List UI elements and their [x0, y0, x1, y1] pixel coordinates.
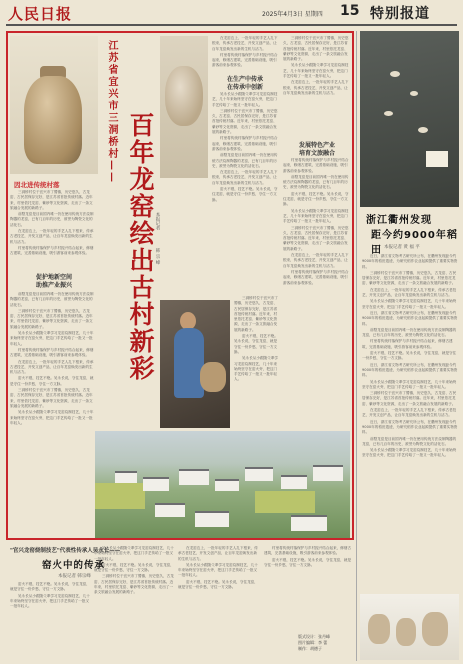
- workshop-photo: [160, 300, 230, 428]
- far-center-column-text-2: 村里将传统村落保护与乡村振兴结合起来，修缮古建筑，完善基础设施，吸引游客前来参观体验。 前墅龙窑是目前国内唯一仍在使用传统方法烧制陶器的龙窑，已有几百年的历史，被誉为陶瓷文化的活化石。 窑火不熄，技艺不绝。吴永长说，守住龙窑，就是守住一份乡愁，守住一方文脉。 吴永长从小跟随父辈学习龙窑烧制技艺，几十年来始终坚守在窑火旁，把这门手艺传给了一批又一批年轻人。 三洞桥村位于宜兴市丁蜀镇，历史悠久，古龙窑、古民居保存完好，是江苏省首批传统村落。近年来，村里依托龙窑、紫砂等文化资源，走出了一条文旅融合发展的新路子。 在龙窑边上，一批年轻的手艺人扎下根来，传承古老技艺，开发文创产品，让百年龙窑焕发出新的生机与活力。 村里将传统村落保护与乡村振兴结合起来，修缮古建筑，完善基础设施，吸引游客前来参观体验。: [283, 158, 349, 285]
- center-column-text-1: 在龙窑边上，一批年轻的手艺人扎下根来，传承古老技艺，开发文创产品，让百年龙窑焕发出新的生机与活力。 村里将传统村落保护与乡村振兴结合起来，修缮古建筑，完善基础设施，吸引游客前来参观体验。: [212, 36, 278, 68]
- subhead-center-2: 发展特色产业: [298, 142, 335, 149]
- masthead-rule: [6, 24, 457, 26]
- artifact-photo: [360, 594, 459, 660]
- page-credits: 版式设计：张丹峰 图片编辑：李 蕾 制作：胡德子: [298, 634, 330, 651]
- subhead-left-2: 促护地新空间: [35, 274, 72, 281]
- village-aerial-photo: [95, 431, 350, 538]
- subhead-left-2b: 助推产业振兴: [35, 282, 72, 289]
- photo-person-body: [174, 328, 204, 398]
- feature-byline-role: 本报记者: [155, 212, 160, 230]
- bottom-column-text-4: 村里将传统村落保护与乡村振兴结合起来，修缮古建筑，完善基础设施，吸引游客前来参观体验。 窑火不熄，技艺不绝。吴永长说，守住龙窑，就是守住一份乡愁，守住一方文脉。: [264, 546, 352, 567]
- right-byline: 本报记者 黄 福 平: [384, 245, 420, 250]
- feature-kicker: 江苏省宜兴市三洞桥村——: [106, 40, 117, 184]
- photo-label-tag: [426, 151, 448, 167]
- bottom-column-text-3: 在龙窑边上，一批年轻的手艺人扎下根来，传承古老技艺，开发文创产品，让百年龙窑焕发出新的生机与活力。 吴永长从小跟随父辈学习龙窑烧制技艺，几十年来始终坚守在窑火旁，把这门手艺传给了一批又一批年轻人。 窑火不熄，技艺不绝。吴永长说，守住龙窑，就是守住一份乡愁，守住一方文脉。: [178, 546, 258, 590]
- bottom-title: 窑火中的传承: [42, 560, 106, 571]
- center-column-text-2: 吴永长从小跟随父辈学习龙窑烧制技艺，几十年来始终坚守在窑火旁，把这门手艺传给了一批又一批年轻人。 三洞桥村位于宜兴市丁蜀镇，历史悠久，古龙窑、古民居保存完好，是江苏省首批传统村落。近年来，村里依托龙窑、紫砂等文化资源，走出了一条文旅融合发展的新路子。 村里将传统村落保护与乡村振兴结合起来，修缮古建筑，完善基础设施，吸引游客前来参观体验。 前墅龙窑是目前国内唯一仍在使用传统方法烧制陶器的龙窑，已有几百年的历史，被誉为陶瓷文化的活化石。 在龙窑边上，一批年轻的手艺人扎下根来，传承古老技艺，开发文创产品，让百年龙窑焕发出新的生机与活力。 窑火不熄，技艺不绝。吴永长说，守住龙窑，就是守住一份乡愁，守住一方文脉。: [212, 92, 278, 202]
- right-column-text: 近日，浙江省文物考古研究所公布，在衢州发现距今约9000年的稻田遗迹，为研究稻作农业起源提供了重要实物资料。 三洞桥村位于宜兴市丁蜀镇，历史悠久，古龙窑、古民居保存完好，是江苏省首批传统村落。近年来，村里依托龙窑、紫砂等文化资源，走出了一条文旅融合发展的新路子。 在龙窑边上，一批年轻的手艺人扎下根来，传承古老技艺，开发文创产品，让百年龙窑焕发出新的生机与活力。 吴永长从小跟随父辈学习龙窑烧制技艺，几十年来始终坚守在窑火旁，把这门手艺传给了一批又一批年轻人。 近日，浙江省文物考古研究所公布，在衢州发现距今约9000年的稻田遗迹，为研究稻作农业起源提供了重要实物资料。 前墅龙窑是目前国内唯一仍在使用传统方法烧制陶器的龙窑，已有几百年的历史，被誉为陶瓷文化的活化石。 村里将传统村落保护与乡村振兴结合起来，修缮古建筑，完善基础设施，吸引游客前来参观体验。 窑火不熄，技艺不绝。吴永长说，守住龙窑，就是守住一份乡愁，守住一方文脉。 近日，浙江省文物考古研究所公布，在衢州发现距今约9000年的稻田遗迹，为研究稻作农业起源提供了重要实物资料。 吴永长从小跟随父辈学习龙窑烧制技艺，几十年来始终坚守在窑火旁，把这门手艺传给了一批又一批年轻人。 三洞桥村位于宜兴市丁蜀镇，历史悠久，古龙窑、古民居保存完好，是江苏省首批传统村落。近年来，村里依托龙窑、紫砂等文化资源，走出了一条文旅融合发展的新路子。 在龙窑边上，一批年轻的手艺人扎下根来，传承古老技艺，开发文创产品，让百年龙窑焕发出新的生机与活力。 近日，浙江省文物考古研究所公布，在衢州发现距今约9000年的稻田遗迹，为研究稻作农业起源提供了重要实物资料。 前墅龙窑是目前国内唯一仍在使用传统方法烧制陶器的龙窑，已有几百年的历史，被誉为陶瓷文化的活化石。 吴永长从小跟随父辈学习龙窑烧制技艺，几十年来始终坚守在窑火旁，把这门手艺传给了一批又一批年轻人。: [362, 254, 458, 458]
- section-title: 特别报道: [370, 6, 430, 22]
- page-number: 15: [340, 3, 360, 19]
- photo-pot-shape: [165, 66, 203, 126]
- pottery-illustration: [10, 36, 98, 174]
- bottom-kicker: "官兴龙窑烧制技艺"代表性传承人吴永长——: [10, 548, 121, 554]
- bottom-byline: 本报记者 韩宗峰: [58, 574, 91, 579]
- subhead-center-1: 在生产中传承: [226, 76, 263, 83]
- rice-field-photo: [360, 31, 459, 207]
- pottery-photo: [160, 36, 208, 178]
- feature-title: 百年龙窑绘出古村新彩: [126, 112, 155, 382]
- bottom-column-text-1: 窑火不熄，技艺不绝。吴永长说，守住龙窑，就是守住一份乡愁，守住一方文脉。 吴永长从小跟随父辈学习龙窑烧制技艺，几十年来始终坚守在窑火旁，把这门手艺传给了一批又一批年轻人。: [10, 582, 90, 609]
- center-column-text-3: 三洞桥村位于宜兴市丁蜀镇，历史悠久，古龙窑、古民居保存完好，是江苏省首批传统村落。近年来，村里依托龙窑、紫砂等文化资源，走出了一条文旅融合发展的新路子。 窑火不熄，技艺不绝。吴永长说，守住龙窑，就是守住一份乡愁，守住一方文脉。 吴永长从小跟随父辈学习龙窑烧制技艺，几十年来始终坚守在窑火旁，把这门手艺传给了一批又一批年轻人。: [234, 296, 278, 382]
- left-column-text-2: 前墅龙窑是目前国内唯一仍在使用传统方法烧制陶器的龙窑，已有几百年的历史，被誉为陶瓷文化的活化石。 三洞桥村位于宜兴市丁蜀镇，历史悠久，古龙窑、古民居保存完好，是江苏省首批传统村落。近年来，村里依托龙窑、紫砂等文化资源，走出了一条文旅融合发展的新路子。 吴永长从小跟随父辈学习龙窑烧制技艺，几十年来始终坚守在窑火旁，把这门手艺传给了一批又一批年轻人。 村里将传统村落保护与乡村振兴结合起来，修缮古建筑，完善基础设施，吸引游客前来参观体验。 在龙窑边上，一批年轻的手艺人扎下根来，传承古老技艺，开发文创产品，让百年龙窑焕发出新的生机与活力。 窑火不熄，技艺不绝。吴永长说，守住龙窑，就是守住一份乡愁，守住一方文脉。 三洞桥村位于宜兴市丁蜀镇，历史悠久，古龙窑、古民居保存完好，是江苏省首批传统村落。近年来，村里依托龙窑、紫砂等文化资源，走出了一条文旅融合发展的新路子。 吴永长从小跟随父辈学习龙窑烧制技艺，几十年来始终坚守在窑火旁，把这门手艺传给了一批又一批年轻人。: [10, 292, 94, 425]
- right-headline-1: 浙江衢州发现: [366, 215, 432, 226]
- bottom-column-text-2: 吴永长从小跟随父辈学习龙窑烧制技艺，几十年来始终坚守在窑火旁，把这门手艺传给了一批又一批年轻人。 窑火不熄，技艺不绝。吴永长说，守住龙窑，就是守住一份乡愁，守住一方文脉。 三洞桥村位于宜兴市丁蜀镇，历史悠久，古龙窑、古民居保存完好，是江苏省首批传统村落。近年来，村里依托龙窑、紫砂等文化资源，走出了一条文旅融合发展的新路子。: [94, 546, 174, 595]
- feature-byline-name: 韩 宗 峰: [155, 248, 160, 265]
- far-center-column-text-1: 三洞桥村位于宜兴市丁蜀镇，历史悠久，古龙窑、古民居保存完好，是江苏省首批传统村落。近年来，村里依托龙窑、紫砂等文化资源，走出了一条文旅融合发展的新路子。 吴永长从小跟随父辈学习龙窑烧制技艺，几十年来始终坚守在窑火旁，把这门手艺传给了一批又一批年轻人。 在龙窑边上，一批年轻的手艺人扎下根来，传承古老技艺，开发文创产品，让百年龙窑焕发出新的生机与活力。: [283, 36, 349, 95]
- left-column-text-1: 三洞桥村位于宜兴市丁蜀镇，历史悠久，古龙窑、古民居保存完好，是江苏省首批传统村落。近年来，村里依托龙窑、紫砂等文化资源，走出了一条文旅融合发展的新路子。 前墅龙窑是目前国内唯一仍在使用传统方法烧制陶器的龙窑，已有几百年的历史，被誉为陶瓷文化的活化石。 在龙窑边上，一批年轻的手艺人扎下根来，传承古老技艺，开发文创产品，让百年龙窑焕发出新的生机与活力。 村里将传统村落保护与乡村振兴结合起来，修缮古建筑，完善基础设施，吸引游客前来参观体验。: [10, 190, 94, 256]
- photo-vessel: [200, 362, 226, 392]
- pot-shape: [24, 76, 82, 164]
- right-headline-2: 距今约9000年稻田: [371, 230, 458, 256]
- masthead: [0, 0, 463, 24]
- column-divider: [356, 31, 357, 661]
- subhead-center-1b: 在传承中创新: [226, 84, 263, 91]
- subhead-left: 因北进传统村落: [14, 181, 60, 189]
- issue-date: 2025年4月3日 星期四: [262, 11, 323, 18]
- subhead-center-2b: 培育文旅融合: [298, 150, 335, 157]
- newspaper-logo: 人民日报: [8, 5, 73, 23]
